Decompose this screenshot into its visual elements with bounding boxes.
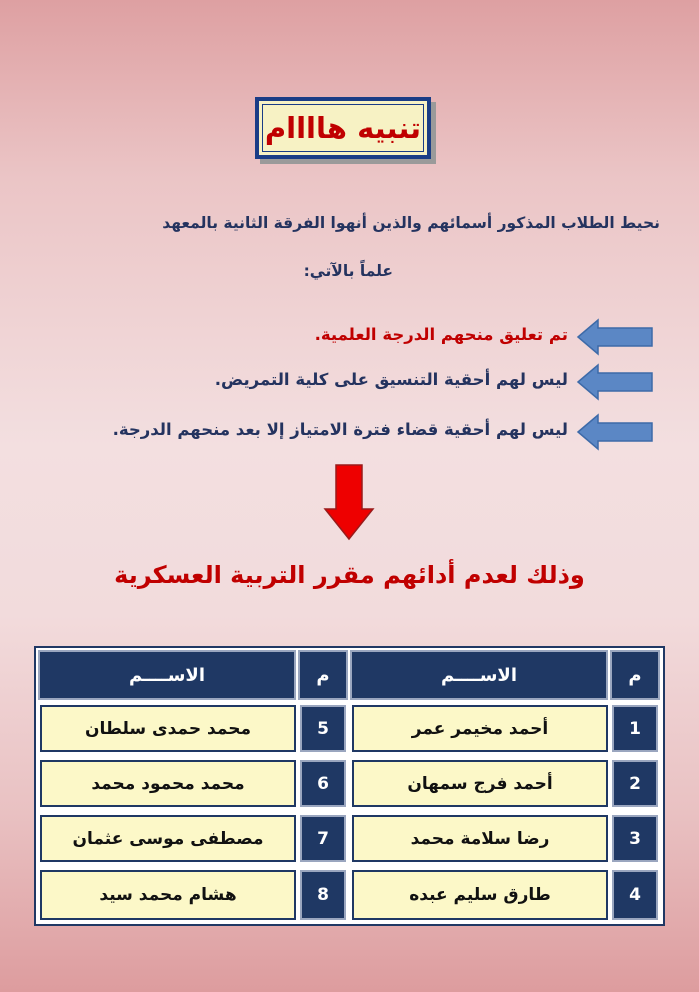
bullet-text: ليس لهم أحقية التنسيق على كلية التمريض.	[214, 370, 568, 389]
table-row-name: رضا سلامة محمد	[352, 815, 608, 862]
bullet-text: تم تعليق منحهم الدرجة العلمية.	[314, 325, 568, 344]
arrow-left-icon	[576, 363, 654, 401]
header-name-left: الاســــم	[38, 650, 296, 700]
table-row-name: محمد محمود محمد	[40, 760, 296, 807]
bullet-text: ليس لهم أحقية قضاء فترة الامتياز إلا بعد منحهم الدرجة.	[112, 420, 568, 439]
intro-line-2: علماً بالآتي:	[303, 262, 393, 280]
header-num-right: م	[610, 650, 660, 700]
table-row-name: طارق سليم عبده	[352, 870, 608, 920]
table-row-num: 5	[300, 705, 346, 752]
table-row-num: 4	[612, 870, 658, 920]
table-row-num: 6	[300, 760, 346, 807]
bullet-item	[28, 413, 654, 453]
table-row-num: 8	[300, 870, 346, 920]
subtitle: وذلك لعدم أدائهم مقرر التربية العسكرية	[114, 561, 585, 589]
page-title: تنبيه هاااام	[264, 111, 422, 145]
table-row-num: 1	[612, 705, 658, 752]
table-row-name: محمد حمدى سلطان	[40, 705, 296, 752]
table-row-name: هشام محمد سيد	[40, 870, 296, 920]
intro-line-1: نحيط الطلاب المذكور أسمائهم والذين أنهوا الفرقة الثانية بالمعهد	[162, 214, 660, 232]
table-row-name: مصطفى موسى عثمان	[40, 815, 296, 862]
bullet-item	[28, 318, 654, 358]
students-table	[34, 646, 665, 926]
table-row-name: أحمد مخيمر عمر	[352, 705, 608, 752]
arrow-down-icon	[323, 463, 375, 541]
header-name-right: الاســــم	[350, 650, 608, 700]
table-row-num: 2	[612, 760, 658, 807]
arrow-left-icon	[576, 318, 654, 356]
table-row-num: 7	[300, 815, 346, 862]
header-num-left: م	[298, 650, 348, 700]
title-box	[255, 97, 431, 159]
bullet-item	[28, 363, 654, 403]
arrow-left-icon	[576, 413, 654, 451]
table-row-num: 3	[612, 815, 658, 862]
table-row-name: أحمد فرج سمهان	[352, 760, 608, 807]
